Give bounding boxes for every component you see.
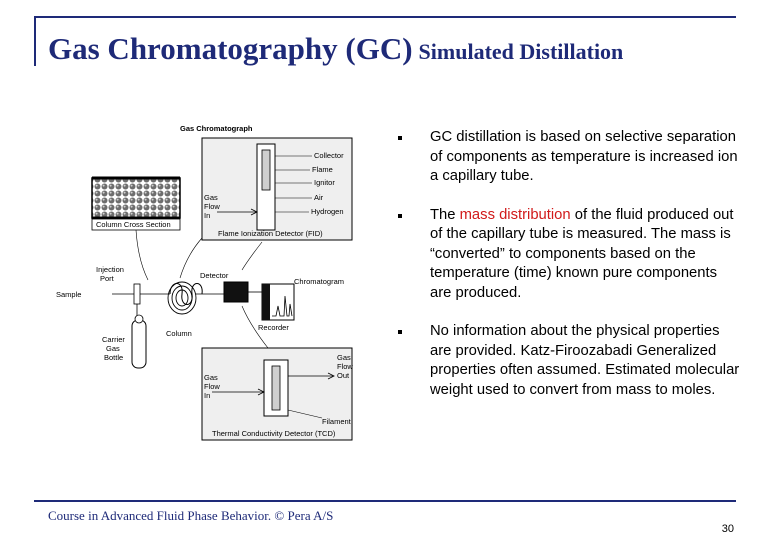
label-air: Air xyxy=(314,193,324,202)
label-flame: Flame xyxy=(312,165,333,174)
bullet-marker xyxy=(398,330,402,334)
title-top-rule xyxy=(34,16,736,18)
label-carrier-gas-bottle-1: Carrier xyxy=(102,335,125,344)
page-number: 30 xyxy=(721,523,734,535)
label-gas-flow-out-3: Out xyxy=(337,371,350,380)
bullet-text: No information about the physical properties are provided. Katz-Firoozabadi Generalized properties often assumed. Estimated molecular weight used to convert from mass to moles. xyxy=(430,323,740,398)
footer-rule xyxy=(34,500,736,502)
diagram-title: Gas Chromatograph xyxy=(180,124,253,133)
bullet-item xyxy=(398,206,740,304)
bullet-text: GC distillation is based on selective separation of components as temperature is increased ion a capillary tube. xyxy=(430,129,738,184)
label-sample: Sample xyxy=(56,290,82,299)
title-bar xyxy=(34,16,736,66)
label-carrier-gas-bottle-3: Bottle xyxy=(104,353,124,362)
label-detector: Detector xyxy=(200,271,229,280)
label-gas-flow-out-1: Gas xyxy=(337,353,351,362)
title-main: Gas Chromatography (GC) xyxy=(48,31,413,66)
label-gas-flow-out-2: Flow xyxy=(337,362,353,371)
bullet-marker xyxy=(398,136,402,140)
label-gas-flow-in-top-1: Gas xyxy=(204,193,218,202)
label-injection-port-1: Injection xyxy=(96,265,124,274)
label-collector: Collector xyxy=(314,151,344,160)
bullet-text: The xyxy=(430,206,460,223)
bullet-list xyxy=(398,128,740,400)
bullet-text: of the fluid produced out of the capillary tube is measured. The mass is “converted” to components based on the temperature (time) known pure components are produced. xyxy=(430,206,734,301)
highlighted-text: mass distribution xyxy=(459,206,571,223)
slide-title xyxy=(48,30,623,67)
label-filament: Filament xyxy=(322,417,351,426)
label-chromatogram: Chromatogram xyxy=(294,277,345,286)
title-left-rule xyxy=(34,16,36,66)
label-injection-port-2: Port xyxy=(100,274,114,283)
label-tcd: Thermal Conductivity Detector (TCD) xyxy=(212,429,336,438)
label-column: Column xyxy=(166,329,192,338)
label-gas-flow-in-bottom-2: Flow xyxy=(204,382,220,391)
label-column-cross-section: Column Cross Section xyxy=(96,220,171,229)
bullet-item xyxy=(398,128,740,187)
label-fid: Flame Ionization Detector (FID) xyxy=(218,229,323,238)
label-gas-flow-in-top-3: In xyxy=(204,211,211,220)
tcd-detector-graphic xyxy=(202,348,352,440)
bullet-marker xyxy=(398,214,402,218)
bullet-item xyxy=(398,322,740,400)
label-gas-flow-in-bottom-3: In xyxy=(204,391,211,400)
title-sub: Simulated Distillation xyxy=(418,39,624,64)
footer-course-text: Course in Advanced Fluid Phase Behavior. © Pera A/S xyxy=(48,508,334,523)
label-carrier-gas-bottle-2: Gas xyxy=(106,344,120,353)
label-recorder: Recorder xyxy=(258,323,289,332)
label-hydrogen: Hydrogen xyxy=(311,207,344,216)
gas-chromatograph-diagram xyxy=(52,120,370,450)
label-gas-flow-in-bottom-1: Gas xyxy=(204,373,218,382)
label-ignitor: Ignitor xyxy=(314,178,335,187)
label-gas-flow-in-top-2: Flow xyxy=(204,202,220,211)
